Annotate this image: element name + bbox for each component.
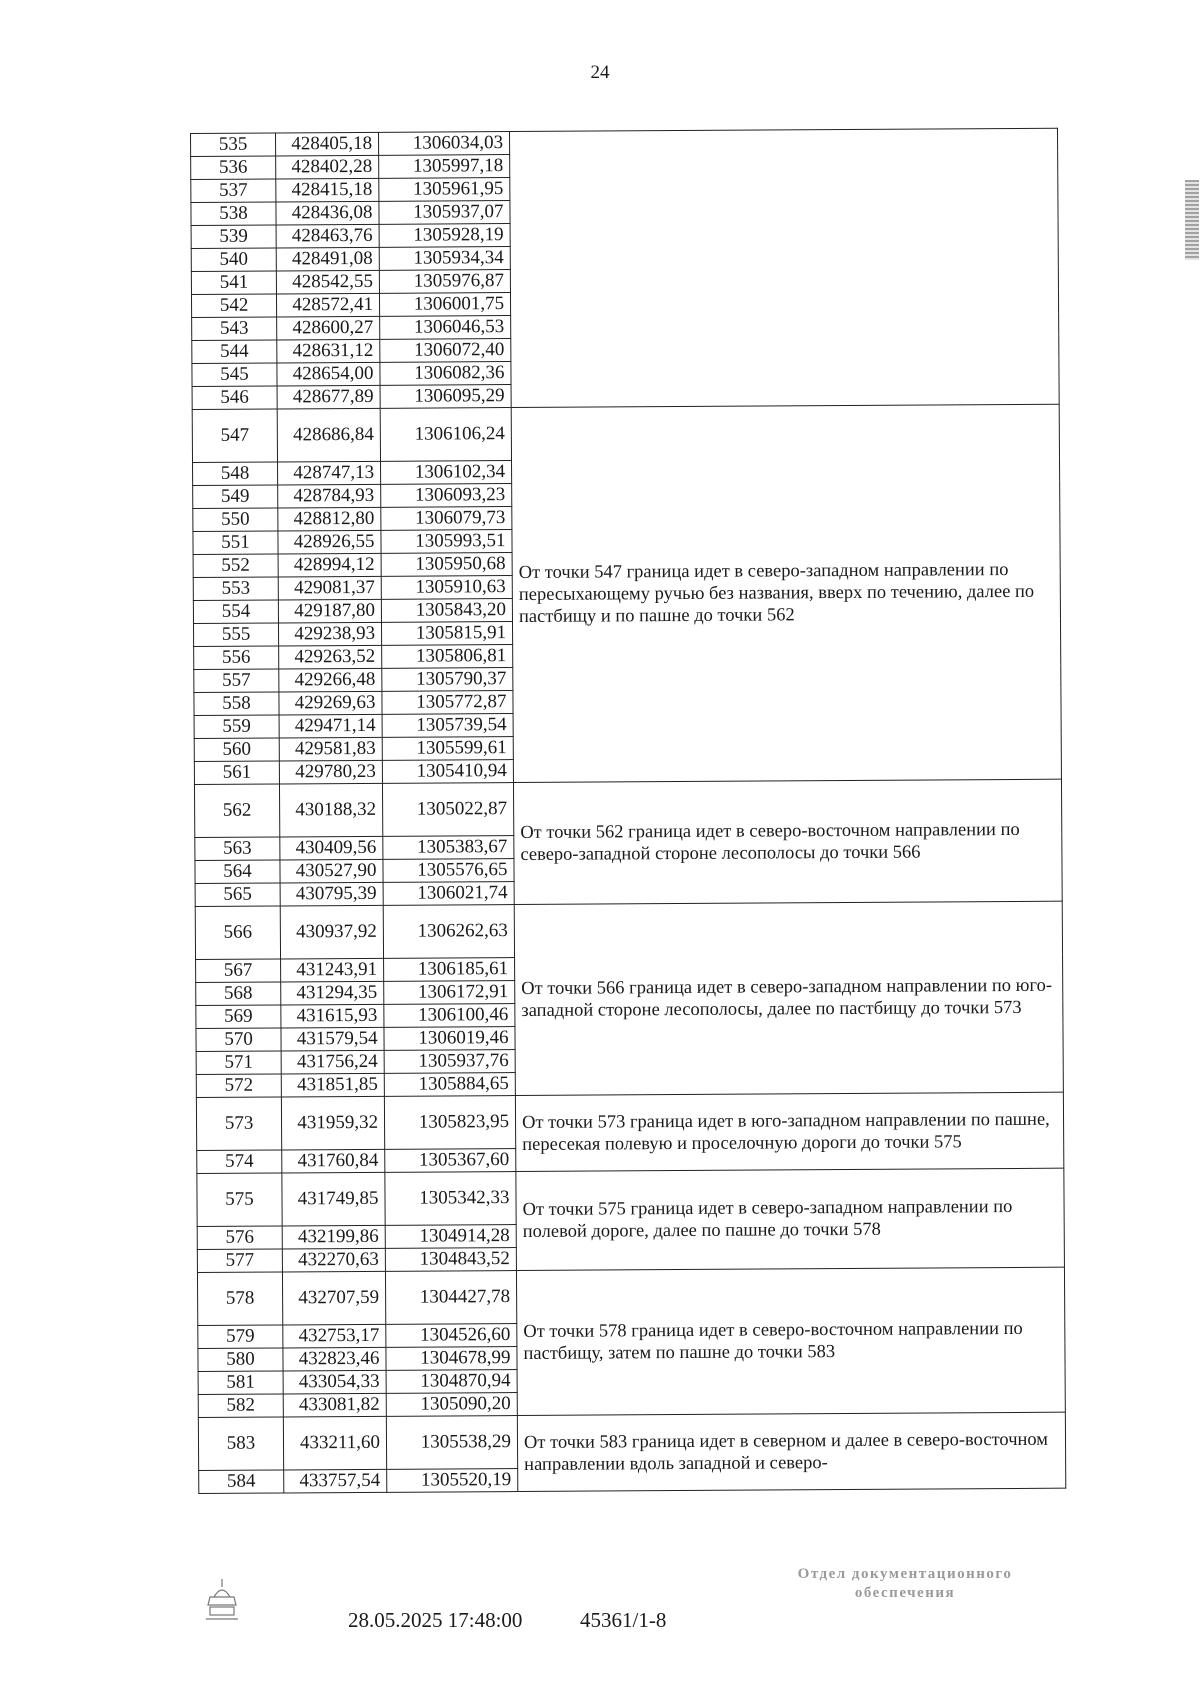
y-coordinate-cell: 1306082,36 bbox=[380, 362, 511, 386]
x-coordinate-cell: 429263,52 bbox=[279, 645, 382, 669]
point-number-cell: 543 bbox=[192, 317, 277, 341]
boundary-description-cell bbox=[509, 128, 1059, 407]
boundary-description-cell: От точки 583 граница идет в северном и далее в северо-восточном направлении вдоль западной и северо- bbox=[517, 1412, 1065, 1491]
y-coordinate-cell: 1305934,34 bbox=[379, 247, 510, 271]
y-coordinate-cell: 1306079,73 bbox=[381, 507, 512, 531]
y-coordinate-cell: 1305928,19 bbox=[379, 224, 510, 248]
x-coordinate-cell: 429081,37 bbox=[278, 576, 381, 600]
x-coordinate-cell: 432753,17 bbox=[283, 1324, 386, 1348]
point-number-cell: 568 bbox=[196, 982, 281, 1006]
y-coordinate-cell: 1304427,78 bbox=[385, 1271, 516, 1325]
point-number-cell: 578 bbox=[197, 1272, 282, 1326]
point-number-cell: 560 bbox=[194, 738, 279, 762]
point-number-cell: 569 bbox=[196, 1005, 281, 1029]
point-number-cell: 563 bbox=[195, 837, 280, 861]
x-coordinate-cell: 428436,08 bbox=[276, 201, 379, 225]
point-number-cell: 541 bbox=[191, 271, 276, 295]
x-coordinate-cell: 431760,84 bbox=[282, 1149, 385, 1173]
x-coordinate-cell: 429581,83 bbox=[279, 737, 382, 761]
x-coordinate-cell: 429266,48 bbox=[279, 668, 382, 692]
x-coordinate-cell: 428686,84 bbox=[277, 408, 380, 462]
x-coordinate-cell: 428784,93 bbox=[278, 484, 381, 508]
x-coordinate-cell: 429780,23 bbox=[279, 760, 382, 784]
x-coordinate-cell: 429269,63 bbox=[279, 691, 382, 715]
point-number-cell: 574 bbox=[197, 1150, 282, 1174]
x-coordinate-cell: 433757,54 bbox=[284, 1469, 387, 1493]
y-coordinate-cell: 1305937,76 bbox=[384, 1050, 515, 1074]
point-number-cell: 542 bbox=[191, 294, 276, 318]
y-coordinate-cell: 1306102,34 bbox=[381, 461, 512, 485]
x-coordinate-cell: 428812,80 bbox=[278, 507, 381, 531]
y-coordinate-cell: 1305823,95 bbox=[384, 1096, 515, 1150]
y-coordinate-cell: 1306001,75 bbox=[379, 293, 510, 317]
y-coordinate-cell: 1306019,46 bbox=[384, 1027, 515, 1051]
point-number-cell: 558 bbox=[194, 692, 279, 716]
x-coordinate-cell: 428654,00 bbox=[277, 362, 380, 386]
point-number-cell: 546 bbox=[192, 386, 277, 410]
x-coordinate-cell: 428405,18 bbox=[276, 132, 379, 156]
footer-registration-number: 45361/1-8 bbox=[580, 1608, 667, 1632]
x-coordinate-cell: 432199,86 bbox=[282, 1225, 385, 1249]
x-coordinate-cell: 428402,28 bbox=[276, 155, 379, 179]
y-coordinate-cell: 1306072,40 bbox=[380, 339, 511, 363]
point-number-cell: 537 bbox=[191, 179, 276, 203]
point-number-cell: 535 bbox=[191, 133, 276, 157]
footer-datetime: 28.05.2025 17:48:00 bbox=[348, 1608, 523, 1632]
x-coordinate-cell: 432707,59 bbox=[282, 1271, 385, 1325]
x-coordinate-cell: 431615,93 bbox=[281, 1004, 384, 1028]
stamp-line-1: Отдел документационного bbox=[797, 1566, 1013, 1582]
y-coordinate-cell: 1305383,67 bbox=[383, 836, 514, 860]
x-coordinate-cell: 428994,12 bbox=[278, 553, 381, 577]
boundary-description-cell: От точки 547 граница идет в северо-западном направлении по пересыхающему ручью без названия, вверх по течению, далее по пастбищу и по пашне до точки 562 bbox=[511, 404, 1061, 782]
boundary-coordinates-table bbox=[190, 128, 1066, 1494]
y-coordinate-cell: 1305576,65 bbox=[383, 859, 514, 883]
point-number-cell: 572 bbox=[196, 1074, 281, 1098]
x-coordinate-cell: 430795,39 bbox=[280, 882, 383, 906]
point-number-cell: 547 bbox=[192, 409, 277, 463]
y-coordinate-cell: 1305884,65 bbox=[384, 1073, 515, 1097]
y-coordinate-cell: 1305410,94 bbox=[382, 760, 513, 784]
table-row bbox=[195, 901, 1062, 959]
x-coordinate-cell: 431756,24 bbox=[281, 1050, 384, 1074]
point-number-cell: 557 bbox=[194, 669, 279, 693]
point-number-cell: 566 bbox=[195, 906, 280, 960]
x-coordinate-cell: 431749,85 bbox=[282, 1172, 385, 1226]
x-coordinate-cell: 430188,32 bbox=[279, 783, 382, 837]
x-coordinate-cell: 428463,76 bbox=[276, 224, 379, 248]
boundary-description-cell: От точки 575 граница идет в северо-западном направлении по полевой дороге, далее по пашне до точки 578 bbox=[516, 1168, 1065, 1270]
point-number-cell: 549 bbox=[193, 485, 278, 509]
point-number-cell: 548 bbox=[193, 462, 278, 486]
table-row bbox=[194, 779, 1061, 837]
y-coordinate-cell: 1304870,94 bbox=[386, 1370, 517, 1394]
x-coordinate-cell: 428600,27 bbox=[277, 316, 380, 340]
duma-emblem-icon bbox=[200, 1575, 244, 1627]
y-coordinate-cell: 1305367,60 bbox=[385, 1149, 516, 1173]
point-number-cell: 552 bbox=[193, 554, 278, 578]
point-number-cell: 551 bbox=[193, 531, 278, 555]
y-coordinate-cell: 1305520,19 bbox=[387, 1469, 518, 1493]
y-coordinate-cell: 1306021,74 bbox=[383, 882, 514, 906]
x-coordinate-cell: 428542,55 bbox=[276, 270, 379, 294]
y-coordinate-cell: 1305993,51 bbox=[381, 530, 512, 554]
x-coordinate-cell: 430937,92 bbox=[280, 905, 383, 959]
y-coordinate-cell: 1305342,33 bbox=[385, 1172, 516, 1226]
table-row bbox=[191, 128, 1058, 156]
x-coordinate-cell: 429238,93 bbox=[278, 622, 381, 646]
y-coordinate-cell: 1305772,87 bbox=[382, 691, 513, 715]
y-coordinate-cell: 1305910,63 bbox=[381, 576, 512, 600]
boundary-description-cell: От точки 562 граница идет в северо-восточном направлении по северо-западной стороне лесополосы до точки 566 bbox=[513, 779, 1062, 904]
x-coordinate-cell: 432270,63 bbox=[282, 1248, 385, 1272]
y-coordinate-cell: 1304678,99 bbox=[386, 1347, 517, 1371]
x-coordinate-cell: 431851,85 bbox=[281, 1073, 384, 1097]
x-coordinate-cell: 431579,54 bbox=[281, 1027, 384, 1051]
table-row bbox=[198, 1412, 1065, 1470]
point-number-cell: 544 bbox=[192, 340, 277, 364]
boundary-description-cell: От точки 578 граница идет в северо-восточном направлении по пастбищу, затем по пашне до точки 583 bbox=[516, 1267, 1065, 1415]
y-coordinate-cell: 1305090,20 bbox=[386, 1393, 517, 1417]
x-coordinate-cell: 428747,13 bbox=[278, 461, 381, 485]
y-coordinate-cell: 1305806,81 bbox=[382, 645, 513, 669]
y-coordinate-cell: 1305815,91 bbox=[381, 622, 512, 646]
x-coordinate-cell: 433211,60 bbox=[283, 1416, 386, 1470]
boundary-description-cell: От точки 566 граница идет в северо-западном направлении по юго-западной стороне лесополосы, далее по пастбищу до точки 573 bbox=[514, 901, 1063, 1095]
x-coordinate-cell: 431959,32 bbox=[281, 1096, 384, 1150]
y-coordinate-cell: 1304914,28 bbox=[385, 1225, 516, 1249]
page-number: 24 bbox=[590, 62, 610, 83]
y-coordinate-cell: 1306185,61 bbox=[384, 958, 515, 982]
point-number-cell: 559 bbox=[194, 715, 279, 739]
boundary-description-cell: От точки 573 граница идет в юго-западном направлении по пашне, пересекая полевую и проселочную дороги до точки 575 bbox=[515, 1092, 1063, 1171]
point-number-cell: 571 bbox=[196, 1051, 281, 1075]
y-coordinate-cell: 1306262,63 bbox=[383, 905, 514, 959]
point-number-cell: 575 bbox=[197, 1173, 282, 1227]
x-coordinate-cell: 430527,90 bbox=[280, 859, 383, 883]
point-number-cell: 539 bbox=[191, 225, 276, 249]
y-coordinate-cell: 1305739,54 bbox=[382, 714, 513, 738]
y-coordinate-cell: 1306100,46 bbox=[384, 1004, 515, 1028]
x-coordinate-cell: 428415,18 bbox=[276, 178, 379, 202]
point-number-cell: 579 bbox=[198, 1325, 283, 1349]
table-row bbox=[197, 1267, 1064, 1325]
y-coordinate-cell: 1305538,29 bbox=[386, 1416, 517, 1470]
point-number-cell: 567 bbox=[196, 959, 281, 983]
x-coordinate-cell: 428631,12 bbox=[277, 339, 380, 363]
point-number-cell: 565 bbox=[195, 883, 280, 907]
point-number-cell: 583 bbox=[198, 1417, 283, 1471]
y-coordinate-cell: 1305950,68 bbox=[381, 553, 512, 577]
point-number-cell: 538 bbox=[191, 202, 276, 226]
point-number-cell: 581 bbox=[198, 1371, 283, 1395]
y-coordinate-cell: 1306046,53 bbox=[380, 316, 511, 340]
point-number-cell: 561 bbox=[194, 761, 279, 785]
y-coordinate-cell: 1305937,07 bbox=[379, 201, 510, 225]
y-coordinate-cell: 1306106,24 bbox=[380, 408, 511, 462]
table-row bbox=[197, 1168, 1064, 1226]
point-number-cell: 584 bbox=[199, 1470, 284, 1494]
y-coordinate-cell: 1305961,95 bbox=[379, 178, 510, 202]
point-number-cell: 545 bbox=[192, 363, 277, 387]
x-coordinate-cell: 431243,91 bbox=[281, 958, 384, 982]
table-row bbox=[196, 1092, 1063, 1150]
y-coordinate-cell: 1306034,03 bbox=[378, 132, 509, 156]
y-coordinate-cell: 1305022,87 bbox=[382, 783, 513, 837]
y-coordinate-cell: 1304843,52 bbox=[385, 1248, 516, 1272]
y-coordinate-cell: 1305843,20 bbox=[381, 599, 512, 623]
point-number-cell: 540 bbox=[191, 248, 276, 272]
point-number-cell: 582 bbox=[198, 1394, 283, 1418]
scan-edge-mark bbox=[1185, 180, 1199, 260]
point-number-cell: 562 bbox=[194, 784, 279, 838]
point-number-cell: 576 bbox=[197, 1226, 282, 1250]
point-number-cell: 555 bbox=[193, 623, 278, 647]
y-coordinate-cell: 1305790,37 bbox=[382, 668, 513, 692]
point-number-cell: 550 bbox=[193, 508, 278, 532]
x-coordinate-cell: 430409,56 bbox=[280, 836, 383, 860]
point-number-cell: 556 bbox=[194, 646, 279, 670]
x-coordinate-cell: 428572,41 bbox=[276, 293, 379, 317]
x-coordinate-cell: 428926,55 bbox=[278, 530, 381, 554]
x-coordinate-cell: 429471,14 bbox=[279, 714, 382, 738]
x-coordinate-cell: 429187,80 bbox=[278, 599, 381, 623]
y-coordinate-cell: 1306093,23 bbox=[381, 484, 512, 508]
point-number-cell: 570 bbox=[196, 1028, 281, 1052]
point-number-cell: 577 bbox=[197, 1249, 282, 1273]
x-coordinate-cell: 431294,35 bbox=[281, 981, 384, 1005]
x-coordinate-cell: 428677,89 bbox=[277, 385, 380, 409]
point-number-cell: 580 bbox=[198, 1348, 283, 1372]
y-coordinate-cell: 1305997,18 bbox=[379, 155, 510, 179]
x-coordinate-cell: 433054,33 bbox=[283, 1370, 386, 1394]
point-number-cell: 573 bbox=[196, 1097, 281, 1151]
stamp-line-2: обеспечения bbox=[854, 1585, 956, 1601]
y-coordinate-cell: 1304526,60 bbox=[386, 1324, 517, 1348]
x-coordinate-cell: 433081,82 bbox=[283, 1393, 386, 1417]
y-coordinate-cell: 1305599,61 bbox=[382, 737, 513, 761]
y-coordinate-cell: 1305976,87 bbox=[379, 270, 510, 294]
point-number-cell: 553 bbox=[193, 577, 278, 601]
y-coordinate-cell: 1306172,91 bbox=[384, 981, 515, 1005]
point-number-cell: 564 bbox=[195, 860, 280, 884]
x-coordinate-cell: 428491,08 bbox=[276, 247, 379, 271]
table-row bbox=[192, 404, 1059, 462]
y-coordinate-cell: 1306095,29 bbox=[380, 385, 511, 409]
point-number-cell: 554 bbox=[193, 600, 278, 624]
department-stamp bbox=[760, 1565, 1050, 1603]
x-coordinate-cell: 432823,46 bbox=[283, 1347, 386, 1371]
point-number-cell: 536 bbox=[191, 156, 276, 180]
